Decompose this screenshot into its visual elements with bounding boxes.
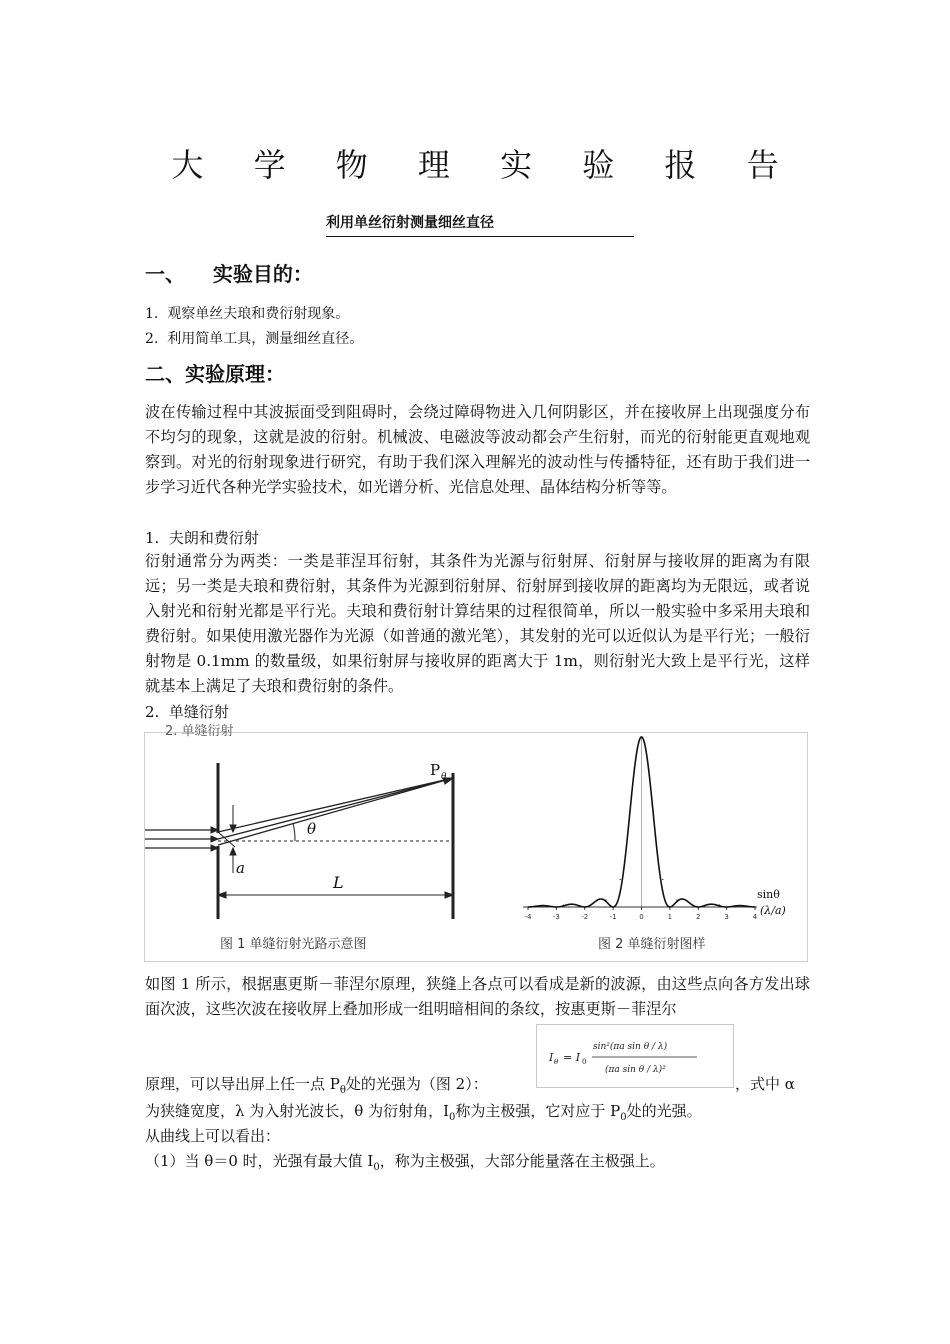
report-title: 大 学 物 理 实 验 报 告 bbox=[171, 146, 799, 184]
data-point bbox=[534, 905, 535, 906]
variable-definitions bbox=[145, 1100, 702, 1123]
huygens-paragraph: 如图 1 所示，根据惠更斯－菲涅尔原理，狭缝上各点可以看成是新的波源，由这些点向各方发出球面次波，这些次波在接收屏上叠加形成一组明暗相间的条纹，按惠更斯－菲涅尔 bbox=[145, 975, 810, 1018]
data-point bbox=[620, 879, 621, 880]
label-L: L bbox=[333, 873, 344, 892]
data-point bbox=[740, 905, 741, 906]
data-point bbox=[556, 906, 557, 907]
x-tick-label: -1 bbox=[609, 913, 617, 921]
curve-observation-intro: 从曲线上可以看出： bbox=[145, 1127, 281, 1145]
data-point bbox=[648, 769, 649, 770]
obs1-a: （1）当 θ＝0 时，光强有最大值 I bbox=[145, 1152, 374, 1170]
label-a: a bbox=[236, 859, 245, 877]
fraunhofer-paragraph: 衍射通常分为两类：一类是菲涅耳衍射，其条件为光源与衍射屏、衍射屏与接收屏的距离为有限远；另一类是夫琅和费衍射，其条件为光源到衍射屏、衍射屏到接收屏的距离均为无限远，或者说入射光和衍射光都是平行光。夫琅和费衍射计算结果的过程很简单，所以一般实验中多采用夫琅和费衍射。如果使用激光器作为光源（如普通的激光笔），其发射的光可以近似认为是平行光；一般衍射物是 0.1mm 的数量级，如果衍射屏与接收屏的距离大于 1m，则衍射光大致上是平行光，这样就基本上满足了夫琅和费衍射的条件。 bbox=[145, 552, 810, 695]
formula-svg bbox=[537, 1025, 733, 1087]
label-p-sub: θ bbox=[441, 772, 447, 782]
experiment-subtitle: 利用单丝衍射测量细丝直径 bbox=[326, 212, 634, 237]
data-point bbox=[584, 906, 585, 907]
fig1-optics-diagram bbox=[145, 763, 453, 919]
line2-sub: 0 bbox=[449, 1112, 456, 1123]
formula-suffix: ，式中 α bbox=[735, 1075, 795, 1093]
label-theta: θ bbox=[307, 820, 317, 838]
x-tick-label: -3 bbox=[552, 913, 560, 921]
axis-label-top: sinθ bbox=[757, 888, 780, 901]
data-point bbox=[598, 899, 599, 900]
x-tick-label: 1 bbox=[667, 913, 673, 921]
data-point bbox=[676, 899, 677, 900]
x-tick-label: 2 bbox=[696, 913, 701, 921]
x-tick-label: -4 bbox=[524, 913, 532, 921]
data-point bbox=[634, 769, 635, 770]
section2-heading: 二、实验原理： bbox=[145, 362, 285, 386]
data-point bbox=[691, 904, 692, 905]
fig2-caption: 图 2 单缝衍射图样 bbox=[598, 937, 706, 952]
data-point bbox=[542, 905, 543, 906]
data-point bbox=[662, 879, 663, 880]
data-point bbox=[563, 905, 564, 906]
formula-numerator: sin²(πa sin θ / λ) bbox=[593, 1042, 668, 1052]
data-point bbox=[754, 906, 755, 907]
data-point bbox=[655, 838, 656, 839]
axis-label-bottom: (λ/a) bbox=[760, 904, 786, 917]
line-mid: 处的光强为（图 2）： bbox=[345, 1075, 488, 1093]
label-p: P bbox=[430, 761, 441, 779]
intensity-formula bbox=[536, 1024, 734, 1088]
obs1-b: ，称为主极强，大部分能量落在主极强上。 bbox=[379, 1152, 665, 1170]
line2-b: 称为主极强，它对应于 P bbox=[455, 1102, 621, 1120]
formula-eq: = I bbox=[563, 1051, 581, 1064]
figure-svg bbox=[145, 724, 807, 961]
line2-c: 处的光强。 bbox=[626, 1102, 702, 1120]
formula-eq-sub: 0 bbox=[582, 1058, 587, 1066]
observation-1 bbox=[145, 1150, 665, 1173]
data-point bbox=[712, 904, 713, 905]
objective-item-2: 2. 利用简单工具，测量细丝直径。 bbox=[145, 331, 364, 347]
principle-intro: 波在传输过程中其波振面受到阻碍时，会绕过障碍物进入几何阴影区，并在接收屏上出现强度分布不均匀的现象，这就是波的衍射。机械波、电磁波等波动都会产生衍射，而光的衍射能更直观地观察到。对光的衍射现象进行研究，有助于我们深入理解光的波动性与传播特征，还有助于我们进一步学习近代各种光学实验技术，如光谱分析、光信息处理、晶体结构分析等等。 bbox=[145, 403, 810, 496]
data-point bbox=[591, 904, 592, 905]
data-point bbox=[549, 906, 550, 907]
x-tick-label: 4 bbox=[752, 913, 758, 921]
fig1-caption: 图 1 单缝衍射光路示意图 bbox=[220, 937, 367, 952]
data-point bbox=[683, 899, 684, 900]
formula-denominator: (πa sin θ / λ)² bbox=[605, 1065, 666, 1075]
line-prefix: 原理，可以导出屏上任一点 P bbox=[145, 1075, 340, 1093]
diffraction-figure bbox=[144, 724, 808, 962]
subsection-1-title: 1. 夫朗和费衍射 bbox=[145, 529, 259, 547]
data-point bbox=[641, 736, 642, 737]
section1-heading: 一、 实验目的： bbox=[145, 262, 313, 286]
data-point bbox=[719, 905, 720, 906]
data-point bbox=[577, 905, 578, 906]
formula-lhs-sub: θ bbox=[554, 1058, 559, 1066]
data-point bbox=[605, 899, 606, 900]
data-point bbox=[570, 904, 571, 905]
data-point bbox=[669, 906, 670, 907]
line2-sub2: 0 bbox=[620, 1112, 627, 1123]
data-point bbox=[733, 906, 734, 907]
data-point bbox=[698, 906, 699, 907]
line-prefix-sub: θ bbox=[339, 1085, 346, 1096]
formula-lead-line bbox=[145, 1073, 488, 1096]
data-point bbox=[627, 838, 628, 839]
data-point bbox=[747, 905, 748, 906]
x-tick-label: -2 bbox=[581, 913, 589, 921]
formula-lhs: I bbox=[549, 1051, 554, 1064]
x-tick-label: 3 bbox=[724, 913, 729, 921]
cropped-fragment: 2. 单缝衍射 bbox=[165, 724, 234, 739]
x-tick-label: 0 bbox=[639, 913, 644, 921]
line2-a: 为狭缝宽度，λ 为入射光波长，θ 为衍射角，I bbox=[145, 1102, 450, 1120]
objective-item-1: 1. 观察单丝夫琅和费衍射现象。 bbox=[145, 306, 350, 322]
data-point bbox=[705, 905, 706, 906]
subsection-2-title: 2. 单缝衍射 bbox=[145, 703, 229, 721]
fig2-diffraction-chart bbox=[523, 736, 758, 921]
obs1-sub: 0 bbox=[373, 1162, 380, 1173]
data-point bbox=[726, 906, 727, 907]
data-point bbox=[613, 906, 614, 907]
data-point bbox=[527, 906, 528, 907]
